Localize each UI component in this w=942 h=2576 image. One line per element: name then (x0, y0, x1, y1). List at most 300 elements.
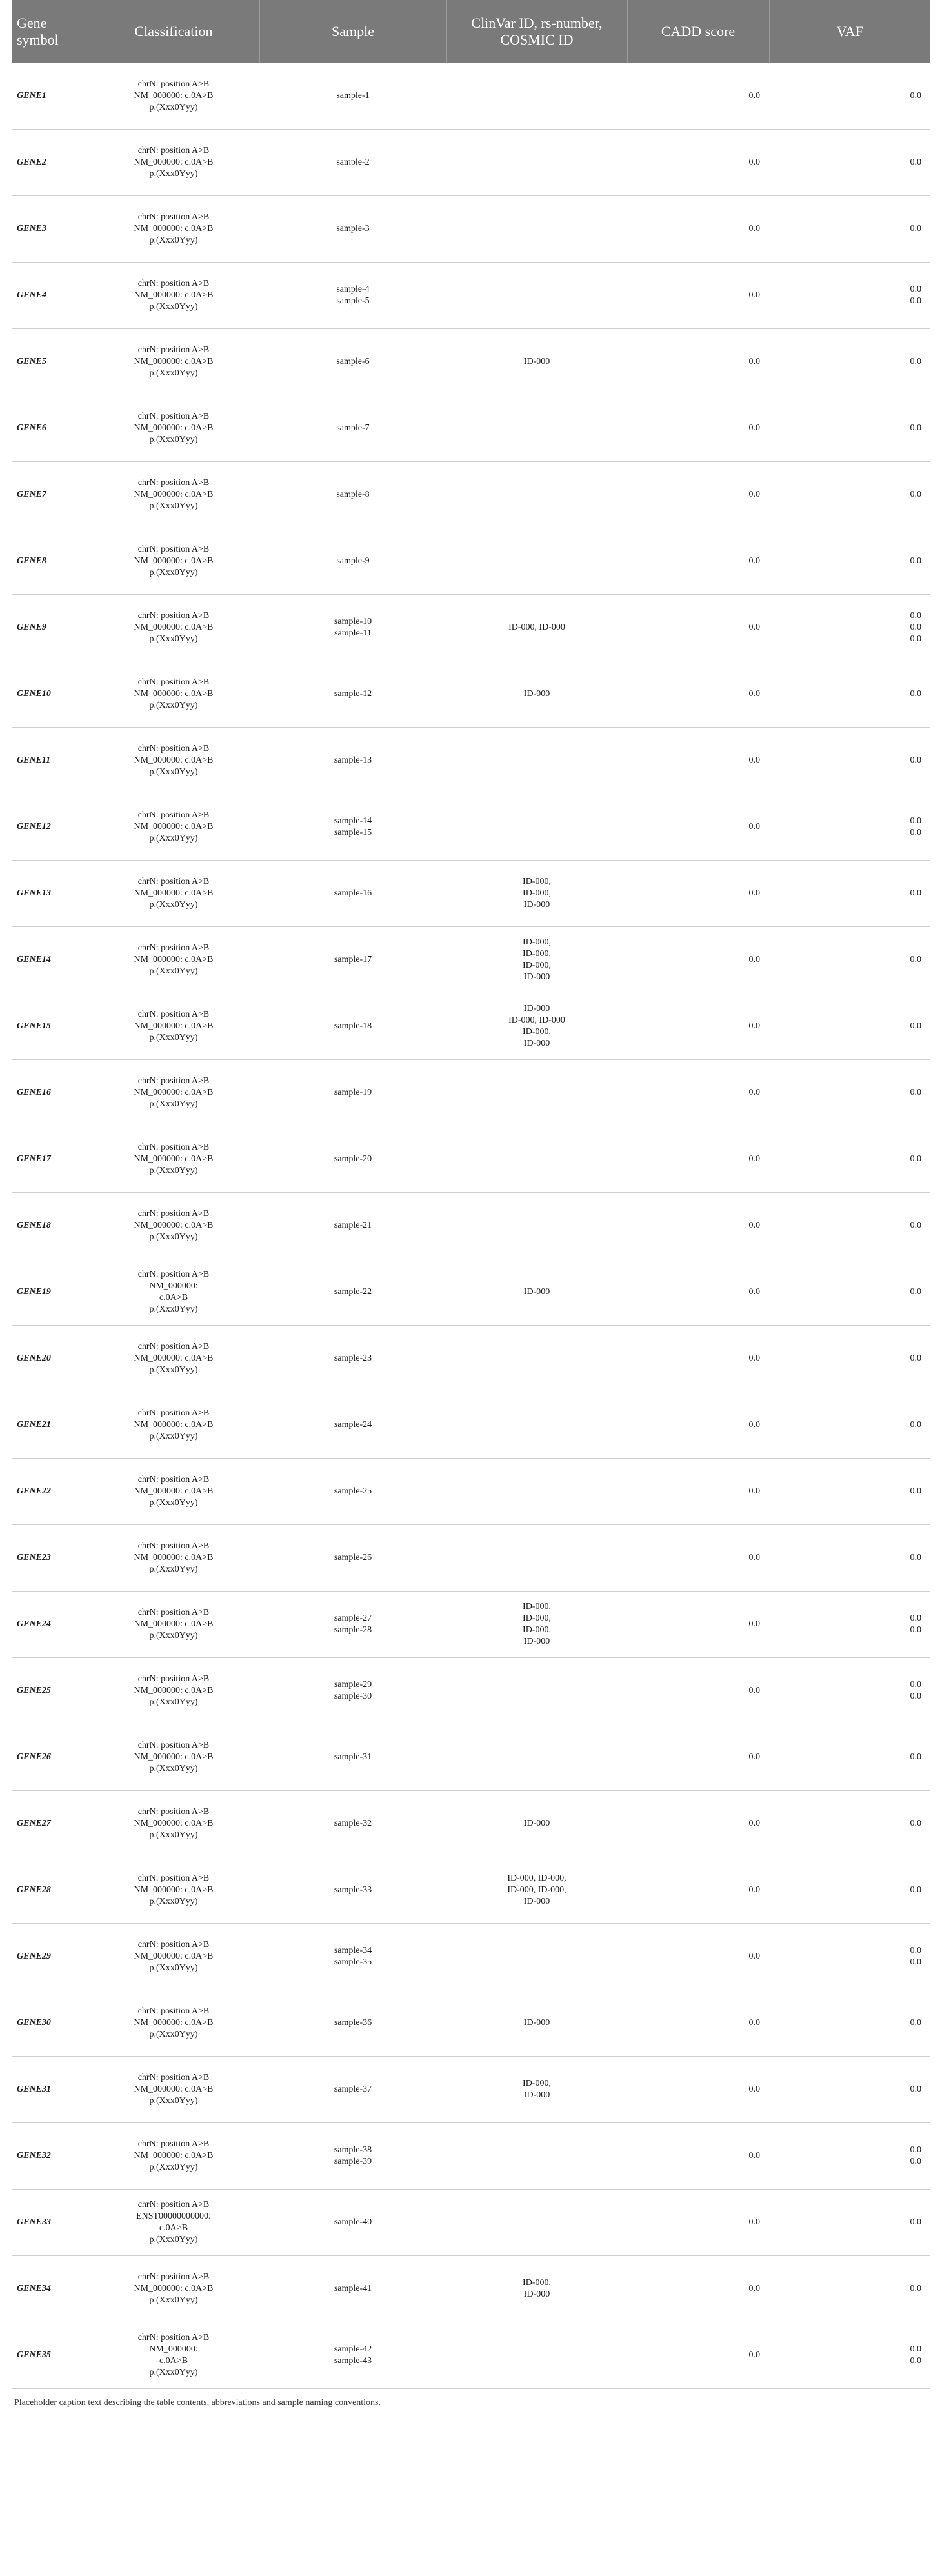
ids-cell (446, 462, 627, 528)
table-row (12, 1459, 930, 1525)
id-line: ID-000, (523, 937, 551, 947)
table-row (12, 1193, 930, 1259)
sample-line: sample-43 (334, 2356, 372, 2366)
sample-line: sample-38 (334, 2145, 372, 2155)
vaf-line: 0.0 (910, 157, 921, 167)
sample-line: sample-39 (334, 2157, 372, 2166)
sample-line: sample-40 (334, 2217, 372, 2227)
header-ids: ClinVar ID, rs-number, COSMIC ID (446, 0, 627, 63)
gene-symbol-cell: GENE13 (12, 861, 88, 927)
classification-cell (88, 2057, 259, 2123)
ids-cell (446, 528, 627, 595)
cadd-score-cell: 0.0 (627, 1592, 769, 1658)
gene-symbol-cell: GENE3 (12, 196, 88, 263)
gene-symbol-cell: GENE8 (12, 528, 88, 595)
classification-cell (88, 1924, 259, 1990)
header-classification: Classification (88, 0, 259, 63)
vaf-line: 0.0 (910, 556, 921, 566)
cadd-score-cell: 0.0 (627, 462, 769, 528)
vaf-line: 0.0 (910, 828, 921, 837)
cadd-score-cell: 0.0 (627, 1990, 769, 2057)
vaf-cell (769, 595, 930, 661)
vaf-line: 0.0 (910, 490, 921, 499)
vaf-line: 0.0 (910, 1420, 921, 1430)
cadd-score-cell: 0.0 (627, 1326, 769, 1392)
table-row (12, 1326, 930, 1392)
id-line: ID-000 (523, 2018, 550, 2028)
gene-symbol-cell: GENE14 (12, 927, 88, 993)
cadd-score-cell: 0.0 (627, 395, 769, 462)
sample-line: sample-28 (334, 1625, 372, 1635)
classification-line: NM_000000: (149, 2344, 198, 2354)
sample-line: sample-37 (334, 2084, 372, 2094)
cadd-score-cell: 0.0 (627, 1791, 769, 1857)
ids-cell (446, 1658, 627, 1724)
gene-symbol-cell: GENE31 (12, 2057, 88, 2123)
gene-symbol-cell: GENE26 (12, 1724, 88, 1791)
classification-cell (88, 1326, 259, 1392)
header-cadd-score: CADD score (627, 0, 769, 63)
classification-line: NM_000000: c.0A>B (134, 822, 214, 832)
classification-cell (88, 462, 259, 528)
classification-line: chrN: position A>B (137, 943, 210, 953)
header-gene-symbol: Gene symbol (12, 0, 88, 63)
cadd-score-cell: 0.0 (627, 2256, 769, 2322)
sample-cell (259, 1060, 446, 1126)
classification-line: chrN: position A>B (137, 478, 210, 488)
id-line: ID-000 (523, 1287, 550, 1297)
vaf-cell (769, 329, 930, 395)
table-row (12, 595, 930, 661)
classification-line: p.(Xxx0Yyy) (149, 2096, 198, 2106)
cadd-score-cell: 0.0 (627, 1924, 769, 1990)
cadd-score-cell: 0.0 (627, 1193, 769, 1259)
classification-cell (88, 1126, 259, 1193)
gene-symbol-cell: GENE6 (12, 395, 88, 462)
sample-line: sample-41 (334, 2284, 372, 2293)
ids-cell (446, 395, 627, 462)
gene-symbol-cell: GENE28 (12, 1857, 88, 1924)
gene-symbol-cell: GENE12 (12, 794, 88, 861)
classification-line: p.(Xxx0Yyy) (149, 834, 198, 843)
sample-cell (259, 1193, 446, 1259)
sample-cell (259, 2322, 446, 2389)
sample-line: sample-19 (334, 1088, 372, 1097)
cadd-score-cell: 0.0 (627, 2322, 769, 2389)
classification-line: p.(Xxx0Yyy) (149, 1697, 198, 1707)
gene-symbol-cell: GENE24 (12, 1592, 88, 1658)
gene-symbol-cell: GENE15 (12, 993, 88, 1060)
sample-cell (259, 661, 446, 728)
classification-line: NM_000000: c.0A>B (134, 157, 214, 167)
gene-symbol-cell: GENE9 (12, 595, 88, 661)
sample-line: sample-32 (334, 1819, 372, 1828)
classification-line: NM_000000: c.0A>B (134, 1686, 214, 1695)
classification-line: p.(Xxx0Yyy) (149, 1432, 198, 1441)
sample-cell (259, 1126, 446, 1193)
classification-line: p.(Xxx0Yyy) (149, 1631, 198, 1641)
sample-line: sample-14 (334, 816, 372, 826)
cadd-score-cell: 0.0 (627, 2057, 769, 2123)
gene-symbol-cell: GENE25 (12, 1658, 88, 1724)
classification-line: chrN: position A>B (137, 1608, 210, 1617)
ids-cell (446, 927, 627, 993)
classification-line: p.(Xxx0Yyy) (149, 2368, 198, 2377)
vaf-line: 0.0 (910, 1885, 921, 1895)
gene-symbol-cell: GENE29 (12, 1924, 88, 1990)
vaf-line: 0.0 (910, 1353, 921, 1363)
table-header (12, 0, 930, 63)
vaf-cell (769, 462, 930, 528)
gene-symbol-cell: GENE5 (12, 329, 88, 395)
classification-line: chrN: position A>B (137, 412, 210, 421)
table-caption: Placeholder caption text describing the table contents, abbreviations and sample naming conventions. (14, 2398, 381, 2408)
id-line: ID-000 (523, 1819, 550, 1828)
vaf-line: 0.0 (910, 1154, 921, 1164)
classification-line: NM_000000: c.0A>B (134, 2018, 214, 2028)
classification-line: NM_000000: c.0A>B (134, 490, 214, 499)
sample-cell (259, 1658, 446, 1724)
sample-cell (259, 595, 446, 661)
vaf-line: 0.0 (910, 689, 921, 699)
classification-line: p.(Xxx0Yyy) (149, 1963, 198, 1973)
classification-line: chrN: position A>B (137, 2006, 210, 2016)
gene-symbol-cell: GENE10 (12, 661, 88, 728)
vaf-cell (769, 1791, 930, 1857)
sample-cell (259, 395, 446, 462)
vaf-cell (769, 728, 930, 794)
ids-cell (446, 1193, 627, 1259)
ids-cell (446, 2322, 627, 2389)
classification-line: chrN: position A>B (137, 1010, 210, 1019)
cadd-score-cell: 0.0 (627, 1857, 769, 1924)
ids-cell (446, 1791, 627, 1857)
vaf-line: 0.0 (910, 611, 921, 621)
gene-symbol-cell: GENE20 (12, 1326, 88, 1392)
classification-line: p.(Xxx0Yyy) (149, 1033, 198, 1043)
sample-line: sample-18 (334, 1021, 372, 1031)
classification-line: NM_000000: c.0A>B (134, 1553, 214, 1563)
classification-line: p.(Xxx0Yyy) (149, 103, 198, 112)
id-line: ID-000, ID-000, (507, 1885, 566, 1895)
sample-cell (259, 861, 446, 927)
sample-cell (259, 329, 446, 395)
classification-line: NM_000000: c.0A>B (134, 91, 214, 101)
classification-line: NM_000000: c.0A>B (134, 2084, 214, 2094)
classification-cell (88, 993, 259, 1060)
classification-line: NM_000000: c.0A>B (134, 290, 214, 300)
vaf-line: 0.0 (910, 1625, 921, 1635)
classification-cell (88, 661, 259, 728)
ids-cell (446, 595, 627, 661)
gene-symbol-cell: GENE18 (12, 1193, 88, 1259)
cadd-score-cell: 0.0 (627, 528, 769, 595)
cadd-score-cell: 0.0 (627, 927, 769, 993)
sample-line: sample-21 (334, 1221, 372, 1230)
classification-line: chrN: position A>B (137, 2333, 210, 2342)
vaf-cell (769, 63, 930, 130)
sample-cell (259, 2190, 446, 2256)
classification-line: NM_000000: c.0A>B (134, 1952, 214, 1961)
sample-line: sample-6 (336, 357, 370, 366)
classification-line: chrN: position A>B (137, 744, 210, 754)
classification-line: p.(Xxx0Yyy) (149, 2235, 198, 2244)
vaf-cell (769, 1658, 930, 1724)
ids-cell (446, 329, 627, 395)
vaf-line: 0.0 (910, 357, 921, 366)
gene-symbol-cell: GENE34 (12, 2256, 88, 2322)
sample-cell (259, 927, 446, 993)
classification-line: chrN: position A>B (137, 677, 210, 687)
id-line: ID-000 (523, 2090, 550, 2100)
classification-line: p.(Xxx0Yyy) (149, 900, 198, 910)
vaf-line: 0.0 (910, 2145, 921, 2155)
classification-line: p.(Xxx0Yyy) (149, 2030, 198, 2039)
vaf-cell (769, 1592, 930, 1658)
vaf-cell (769, 661, 930, 728)
classification-line: NM_000000: c.0A>B (134, 955, 214, 964)
id-line: ID-000 (523, 357, 550, 366)
vaf-cell (769, 993, 930, 1060)
cadd-score-cell: 0.0 (627, 1126, 769, 1193)
sample-cell (259, 1791, 446, 1857)
table-row (12, 2190, 930, 2256)
ids-cell (446, 861, 627, 927)
vaf-cell (769, 1990, 930, 2057)
gene-symbol-cell: GENE2 (12, 130, 88, 196)
vaf-cell (769, 2057, 930, 2123)
ids-cell (446, 2057, 627, 2123)
vaf-cell (769, 196, 930, 263)
id-line: ID-000 (523, 1637, 550, 1646)
sample-line: sample-35 (334, 1957, 372, 1967)
id-line: ID-000, ID-000 (508, 1015, 565, 1025)
header-vaf: VAF (769, 0, 930, 63)
classification-cell (88, 728, 259, 794)
classification-line: NM_000000: c.0A>B (134, 556, 214, 566)
id-line: ID-000, (523, 949, 551, 959)
classification-line: c.0A>B (159, 2356, 188, 2366)
sample-line: sample-11 (334, 628, 372, 638)
classification-line: chrN: position A>B (137, 1475, 210, 1484)
vaf-line: 0.0 (910, 285, 921, 294)
table-row (12, 993, 930, 1060)
vaf-line: 0.0 (910, 1680, 921, 1690)
classification-line: p.(Xxx0Yyy) (149, 966, 198, 976)
classification-cell (88, 1658, 259, 1724)
gene-symbol-cell: GENE22 (12, 1459, 88, 1525)
classification-line: NM_000000: c.0A>B (134, 2151, 214, 2161)
classification-line: NM_000000: c.0A>B (134, 1088, 214, 1097)
classification-line: chrN: position A>B (137, 1741, 210, 1750)
classification-line: p.(Xxx0Yyy) (149, 2162, 198, 2172)
classification-cell (88, 196, 259, 263)
vaf-cell (769, 2123, 930, 2190)
cadd-score-cell: 0.0 (627, 130, 769, 196)
table-body (12, 63, 930, 2389)
ids-cell (446, 1990, 627, 2057)
cadd-score-cell: 0.0 (627, 993, 769, 1060)
sample-line: sample-9 (336, 556, 370, 566)
cadd-score-cell: 0.0 (627, 1392, 769, 1459)
gene-symbol-cell: GENE1 (12, 63, 88, 130)
id-line: ID-000, (523, 1027, 551, 1037)
classification-cell (88, 1193, 259, 1259)
classification-line: chrN: position A>B (137, 345, 210, 355)
classification-line: NM_000000: c.0A>B (134, 755, 214, 765)
sample-line: sample-10 (334, 617, 372, 626)
gene-symbol-cell: GENE7 (12, 462, 88, 528)
id-line: ID-000 (523, 972, 550, 982)
gene-symbol-cell: GENE32 (12, 2123, 88, 2190)
vaf-cell (769, 1857, 930, 1924)
vaf-cell (769, 794, 930, 861)
table-row (12, 2322, 930, 2389)
vaf-line: 0.0 (910, 224, 921, 234)
sample-cell (259, 1459, 446, 1525)
classification-line: chrN: position A>B (137, 2200, 210, 2210)
ids-cell (446, 2190, 627, 2256)
id-line: ID-000, (523, 888, 551, 898)
id-line: ID-000 (523, 900, 550, 910)
sample-cell (259, 2256, 446, 2322)
cadd-score-cell: 0.0 (627, 1724, 769, 1791)
classification-line: chrN: position A>B (137, 877, 210, 886)
sample-line: sample-27 (334, 1613, 372, 1623)
classification-line: p.(Xxx0Yyy) (149, 1365, 198, 1375)
classification-line: p.(Xxx0Yyy) (149, 1498, 198, 1508)
vaf-line: 0.0 (910, 955, 921, 964)
classification-cell (88, 2256, 259, 2322)
gene-symbol-cell: GENE30 (12, 1990, 88, 2057)
cadd-score-cell: 0.0 (627, 1060, 769, 1126)
table-row (12, 1525, 930, 1592)
sample-line: sample-29 (334, 1680, 372, 1690)
ids-cell (446, 1592, 627, 1658)
cadd-score-cell: 0.0 (627, 63, 769, 130)
classification-line: NM_000000: c.0A>B (134, 1619, 214, 1629)
classification-line: p.(Xxx0Yyy) (149, 169, 198, 179)
classification-cell (88, 1459, 259, 1525)
classification-line: NM_000000: c.0A>B (134, 2284, 214, 2293)
classification-line: chrN: position A>B (137, 1807, 210, 1817)
sample-line: sample-8 (336, 490, 370, 499)
classification-line: ENST00000000000: (136, 2212, 211, 2221)
classification-line: chrN: position A>B (137, 1873, 210, 1883)
classification-line: NM_000000: c.0A>B (134, 423, 214, 433)
ids-cell (446, 1060, 627, 1126)
vaf-line: 0.0 (910, 1088, 921, 1097)
table-row (12, 1857, 930, 1924)
sample-cell (259, 1259, 446, 1326)
ids-cell (446, 2256, 627, 2322)
classification-cell (88, 1990, 259, 2057)
id-line: ID-000 (523, 2290, 550, 2299)
sample-line: sample-24 (334, 1420, 372, 1430)
id-line: ID-000, (523, 1625, 551, 1635)
table-row (12, 1592, 930, 1658)
sample-line: sample-30 (334, 1692, 372, 1701)
vaf-line: 0.0 (910, 1819, 921, 1828)
id-line: ID-000, ID-000 (508, 623, 565, 632)
cadd-score-cell: 0.0 (627, 861, 769, 927)
ids-cell (446, 1259, 627, 1326)
table-row (12, 2123, 930, 2190)
id-line: ID-000, (523, 2278, 551, 2288)
classification-line: p.(Xxx0Yyy) (149, 701, 198, 710)
vaf-cell (769, 130, 930, 196)
sample-cell (259, 528, 446, 595)
gene-symbol-cell: GENE21 (12, 1392, 88, 1459)
classification-cell (88, 329, 259, 395)
ids-cell (446, 728, 627, 794)
classification-line: NM_000000: c.0A>B (134, 888, 214, 898)
sample-line: sample-33 (334, 1885, 372, 1895)
ids-cell (446, 130, 627, 196)
classification-line: chrN: position A>B (137, 2272, 210, 2282)
vaf-cell (769, 2322, 930, 2389)
classification-line: NM_000000: c.0A>B (134, 1154, 214, 1164)
classification-line: chrN: position A>B (137, 279, 210, 288)
sample-cell (259, 2057, 446, 2123)
classification-line: p.(Xxx0Yyy) (149, 568, 198, 577)
sample-cell (259, 130, 446, 196)
id-line: ID-000 (523, 689, 550, 699)
classification-cell (88, 1791, 259, 1857)
table-row (12, 130, 930, 196)
ids-cell (446, 661, 627, 728)
vaf-line: 0.0 (910, 1613, 921, 1623)
vaf-cell (769, 1525, 930, 1592)
vaf-cell (769, 1193, 930, 1259)
sample-cell (259, 993, 446, 1060)
classification-cell (88, 2190, 259, 2256)
classification-line: chrN: position A>B (137, 810, 210, 820)
id-line: ID-000, (523, 1602, 551, 1612)
sample-cell (259, 1525, 446, 1592)
vaf-line: 0.0 (910, 2284, 921, 2293)
sample-line: sample-36 (334, 2018, 372, 2028)
table-row (12, 2057, 930, 2123)
id-line: ID-000, (523, 961, 551, 970)
id-line: ID-000, (523, 877, 551, 886)
ids-cell (446, 196, 627, 263)
classification-line: chrN: position A>B (137, 544, 210, 554)
vaf-line: 0.0 (910, 91, 921, 101)
vaf-cell (769, 1060, 930, 1126)
classification-cell (88, 1060, 259, 1126)
classification-line: chrN: position A>B (137, 1342, 210, 1352)
classification-cell (88, 2123, 259, 2190)
vaf-cell (769, 1259, 930, 1326)
ids-cell (446, 993, 627, 1060)
ids-cell (446, 263, 627, 329)
ids-cell (446, 2123, 627, 2190)
header-sample: Sample (259, 0, 446, 63)
table-row (12, 1658, 930, 1724)
vaf-line: 0.0 (910, 2356, 921, 2366)
ids-cell (446, 794, 627, 861)
ids-cell (446, 1857, 627, 1924)
classification-cell (88, 528, 259, 595)
vaf-line: 0.0 (910, 296, 921, 306)
cadd-score-cell: 0.0 (627, 661, 769, 728)
classification-line: NM_000000: c.0A>B (134, 1420, 214, 1430)
vaf-line: 0.0 (910, 2217, 921, 2227)
id-line: ID-000 (523, 1897, 550, 1906)
classification-line: NM_000000: c.0A>B (134, 689, 214, 699)
classification-line: NM_000000: c.0A>B (134, 1752, 214, 1762)
